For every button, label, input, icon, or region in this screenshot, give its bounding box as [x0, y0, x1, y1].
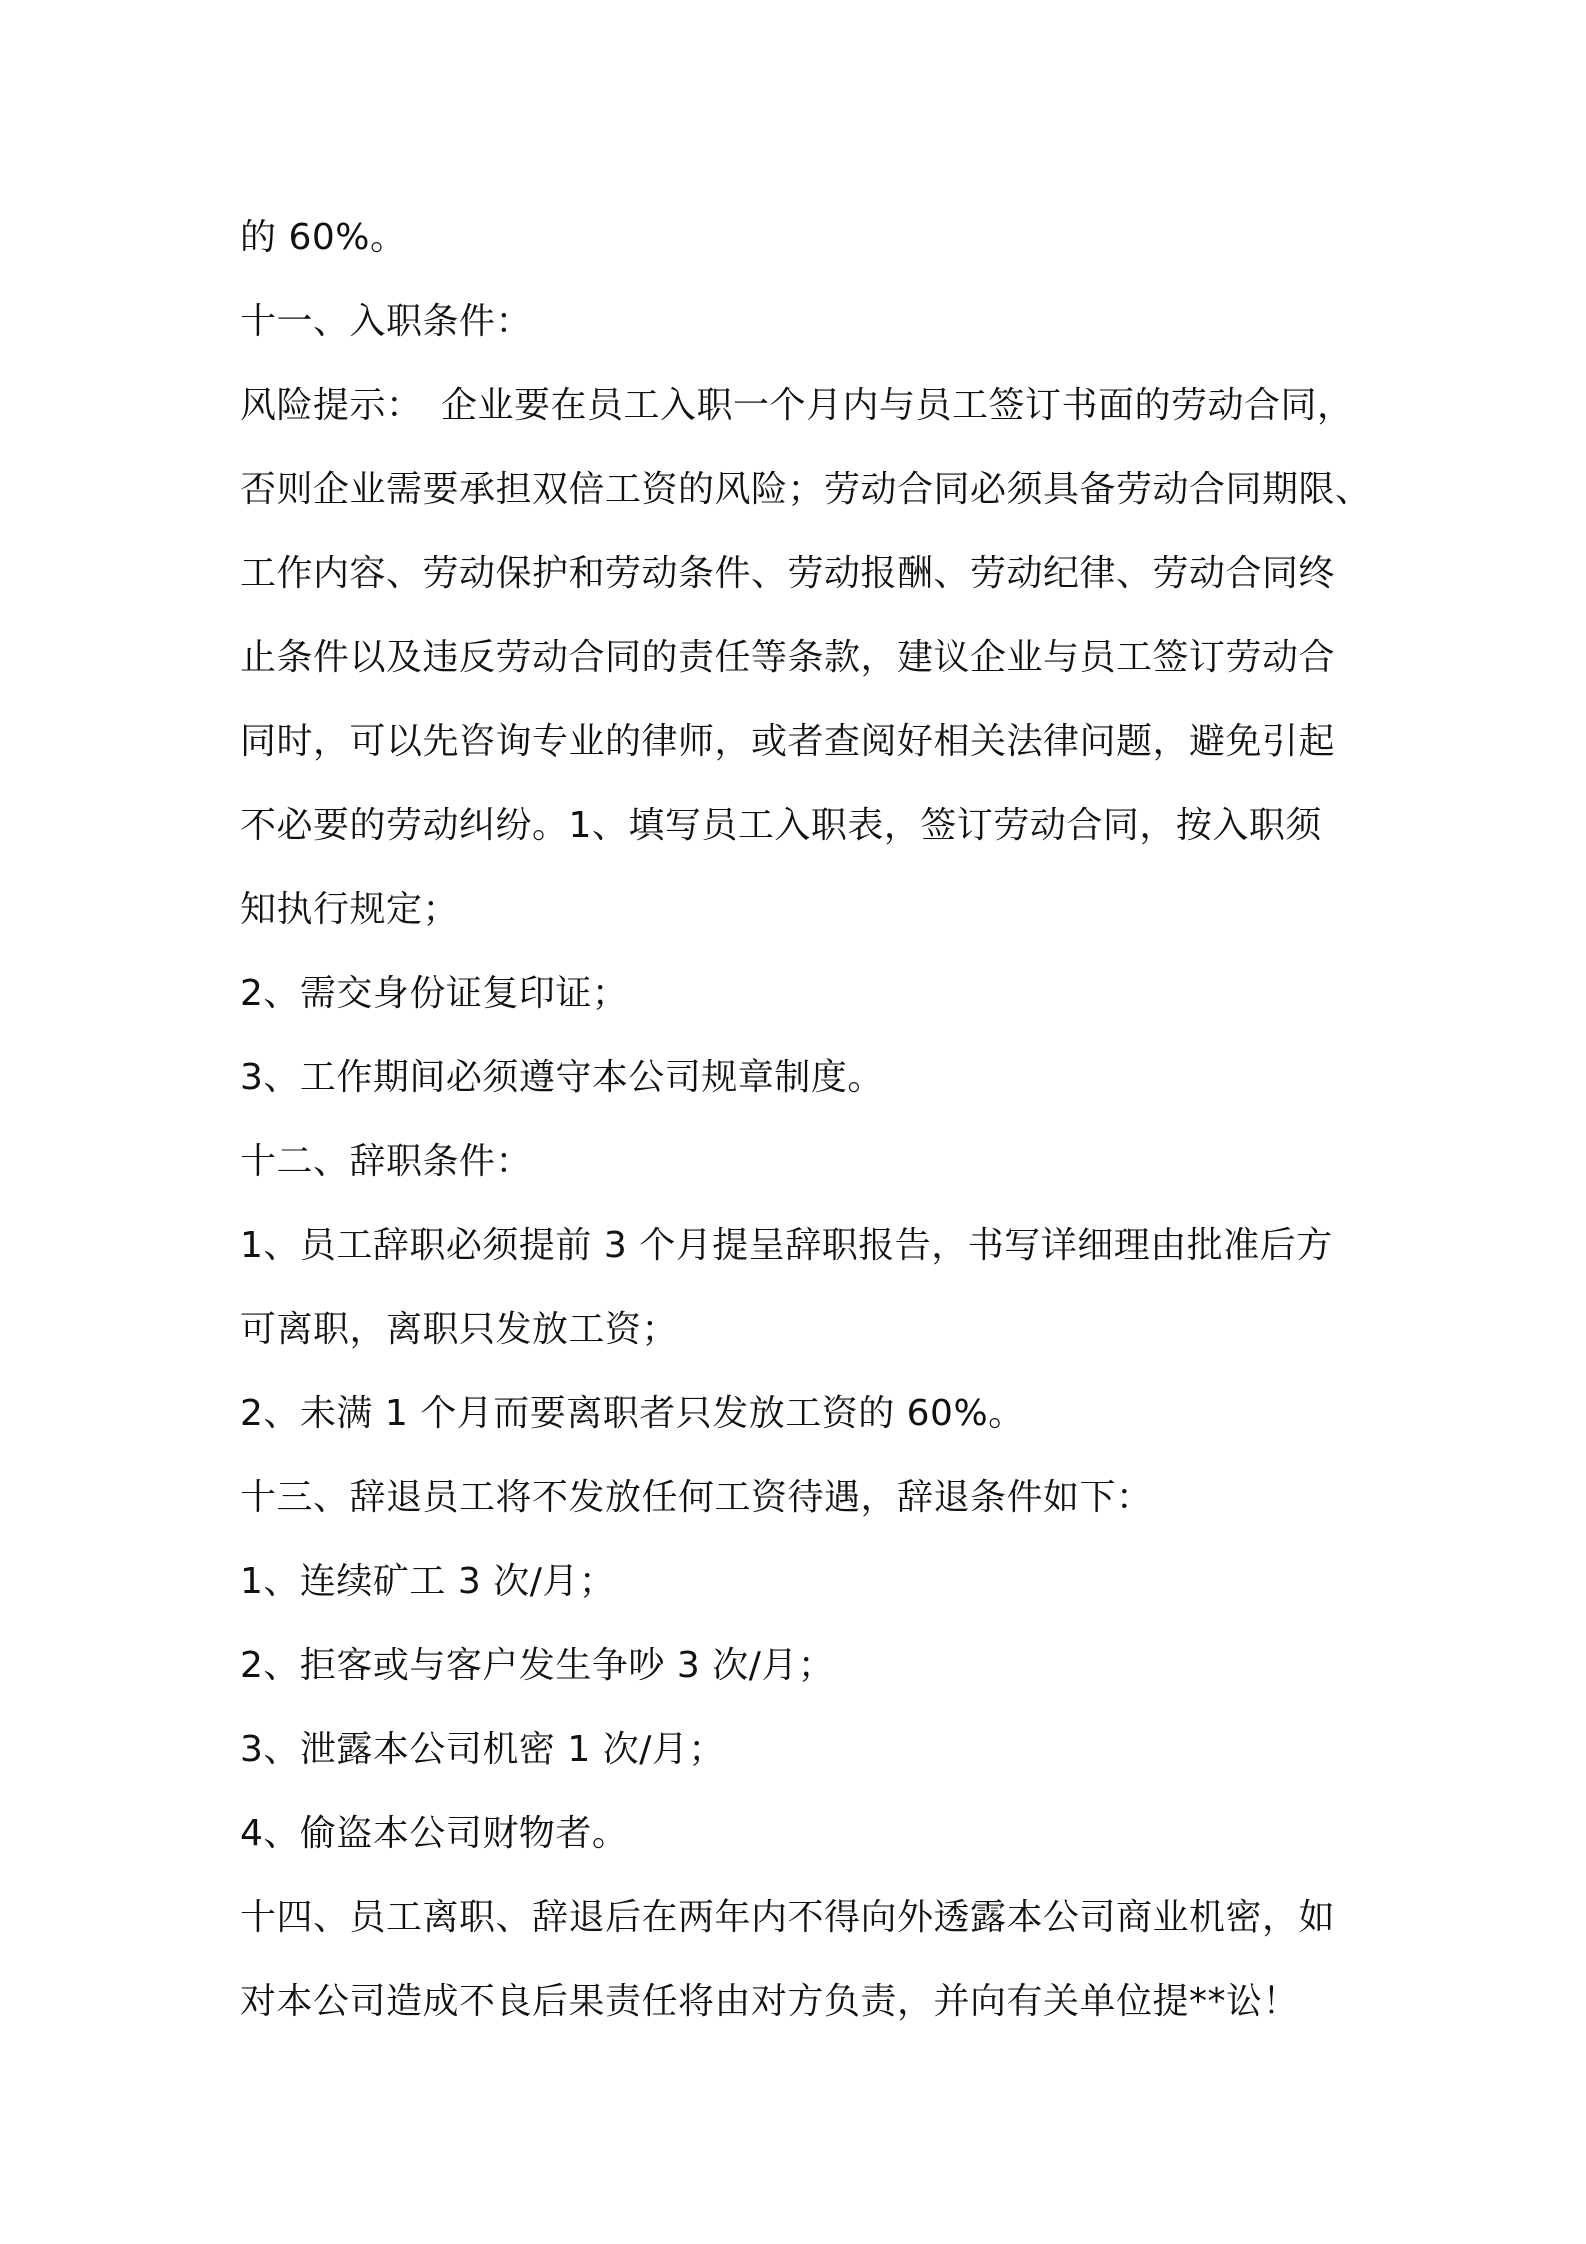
- text-line: 工作内容、劳动保护和劳动条件、劳动报酬、劳动纪律、劳动合同终: [240, 553, 1336, 594]
- document-body: [240, 196, 1380, 2044]
- list-item: 2、需交身份证复印证；: [240, 973, 629, 1014]
- text-line: 的 60%。: [240, 217, 407, 258]
- section-heading-thirteen: 十三、辞退员工将不发放任何工资待遇，辞退条件如下：: [240, 1477, 1153, 1518]
- list-item: 1、连续矿工 3 次/月；: [240, 1561, 616, 1602]
- list-item: 2、拒客或与客户发生争吵 3 次/月；: [240, 1645, 835, 1686]
- list-item: 3、泄露本公司机密 1 次/月；: [240, 1729, 725, 1770]
- list-item: 4、偷盗本公司财物者。: [240, 1813, 629, 1854]
- text-line: 知执行规定；: [240, 889, 460, 930]
- section-heading-twelve: 十二、辞职条件：: [240, 1141, 533, 1182]
- text-line: 可离职，离职只发放工资；: [240, 1309, 679, 1350]
- section-heading-eleven: 十一、入职条件：: [240, 301, 533, 342]
- text-line: 不必要的劳动纠纷。1、填写员工入职表，签订劳动合同，按入职须: [240, 805, 1322, 846]
- list-item: 3、工作期间必须遵守本公司规章制度。: [240, 1057, 884, 1098]
- text-line: 止条件以及违反劳动合同的责任等条款，建议企业与员工签订劳动合: [240, 637, 1336, 678]
- list-item: 2、未满 1 个月而要离职者只发放工资的 60%。: [240, 1393, 1025, 1434]
- text-line: 风险提示： 企业要在员工入职一个月内与员工签订书面的劳动合同，: [240, 385, 1354, 426]
- text-line: 否则企业需要承担双倍工资的风险；劳动合同必须具备劳动合同期限、: [240, 469, 1372, 510]
- list-item: 1、员工辞职必须提前 3 个月提呈辞职报告，书写详细理由批准后方: [240, 1225, 1333, 1266]
- section-heading-fourteen: 十四、员工离职、辞退后在两年内不得向外透露本公司商业机密，如: [240, 1897, 1336, 1938]
- text-line: 同时，可以先咨询专业的律师，或者查阅好相关法律问题，避免引起: [240, 721, 1336, 762]
- text-line: 对本公司造成不良后果责任将由对方负责，并向有关单位提**讼！: [240, 1981, 1300, 2022]
